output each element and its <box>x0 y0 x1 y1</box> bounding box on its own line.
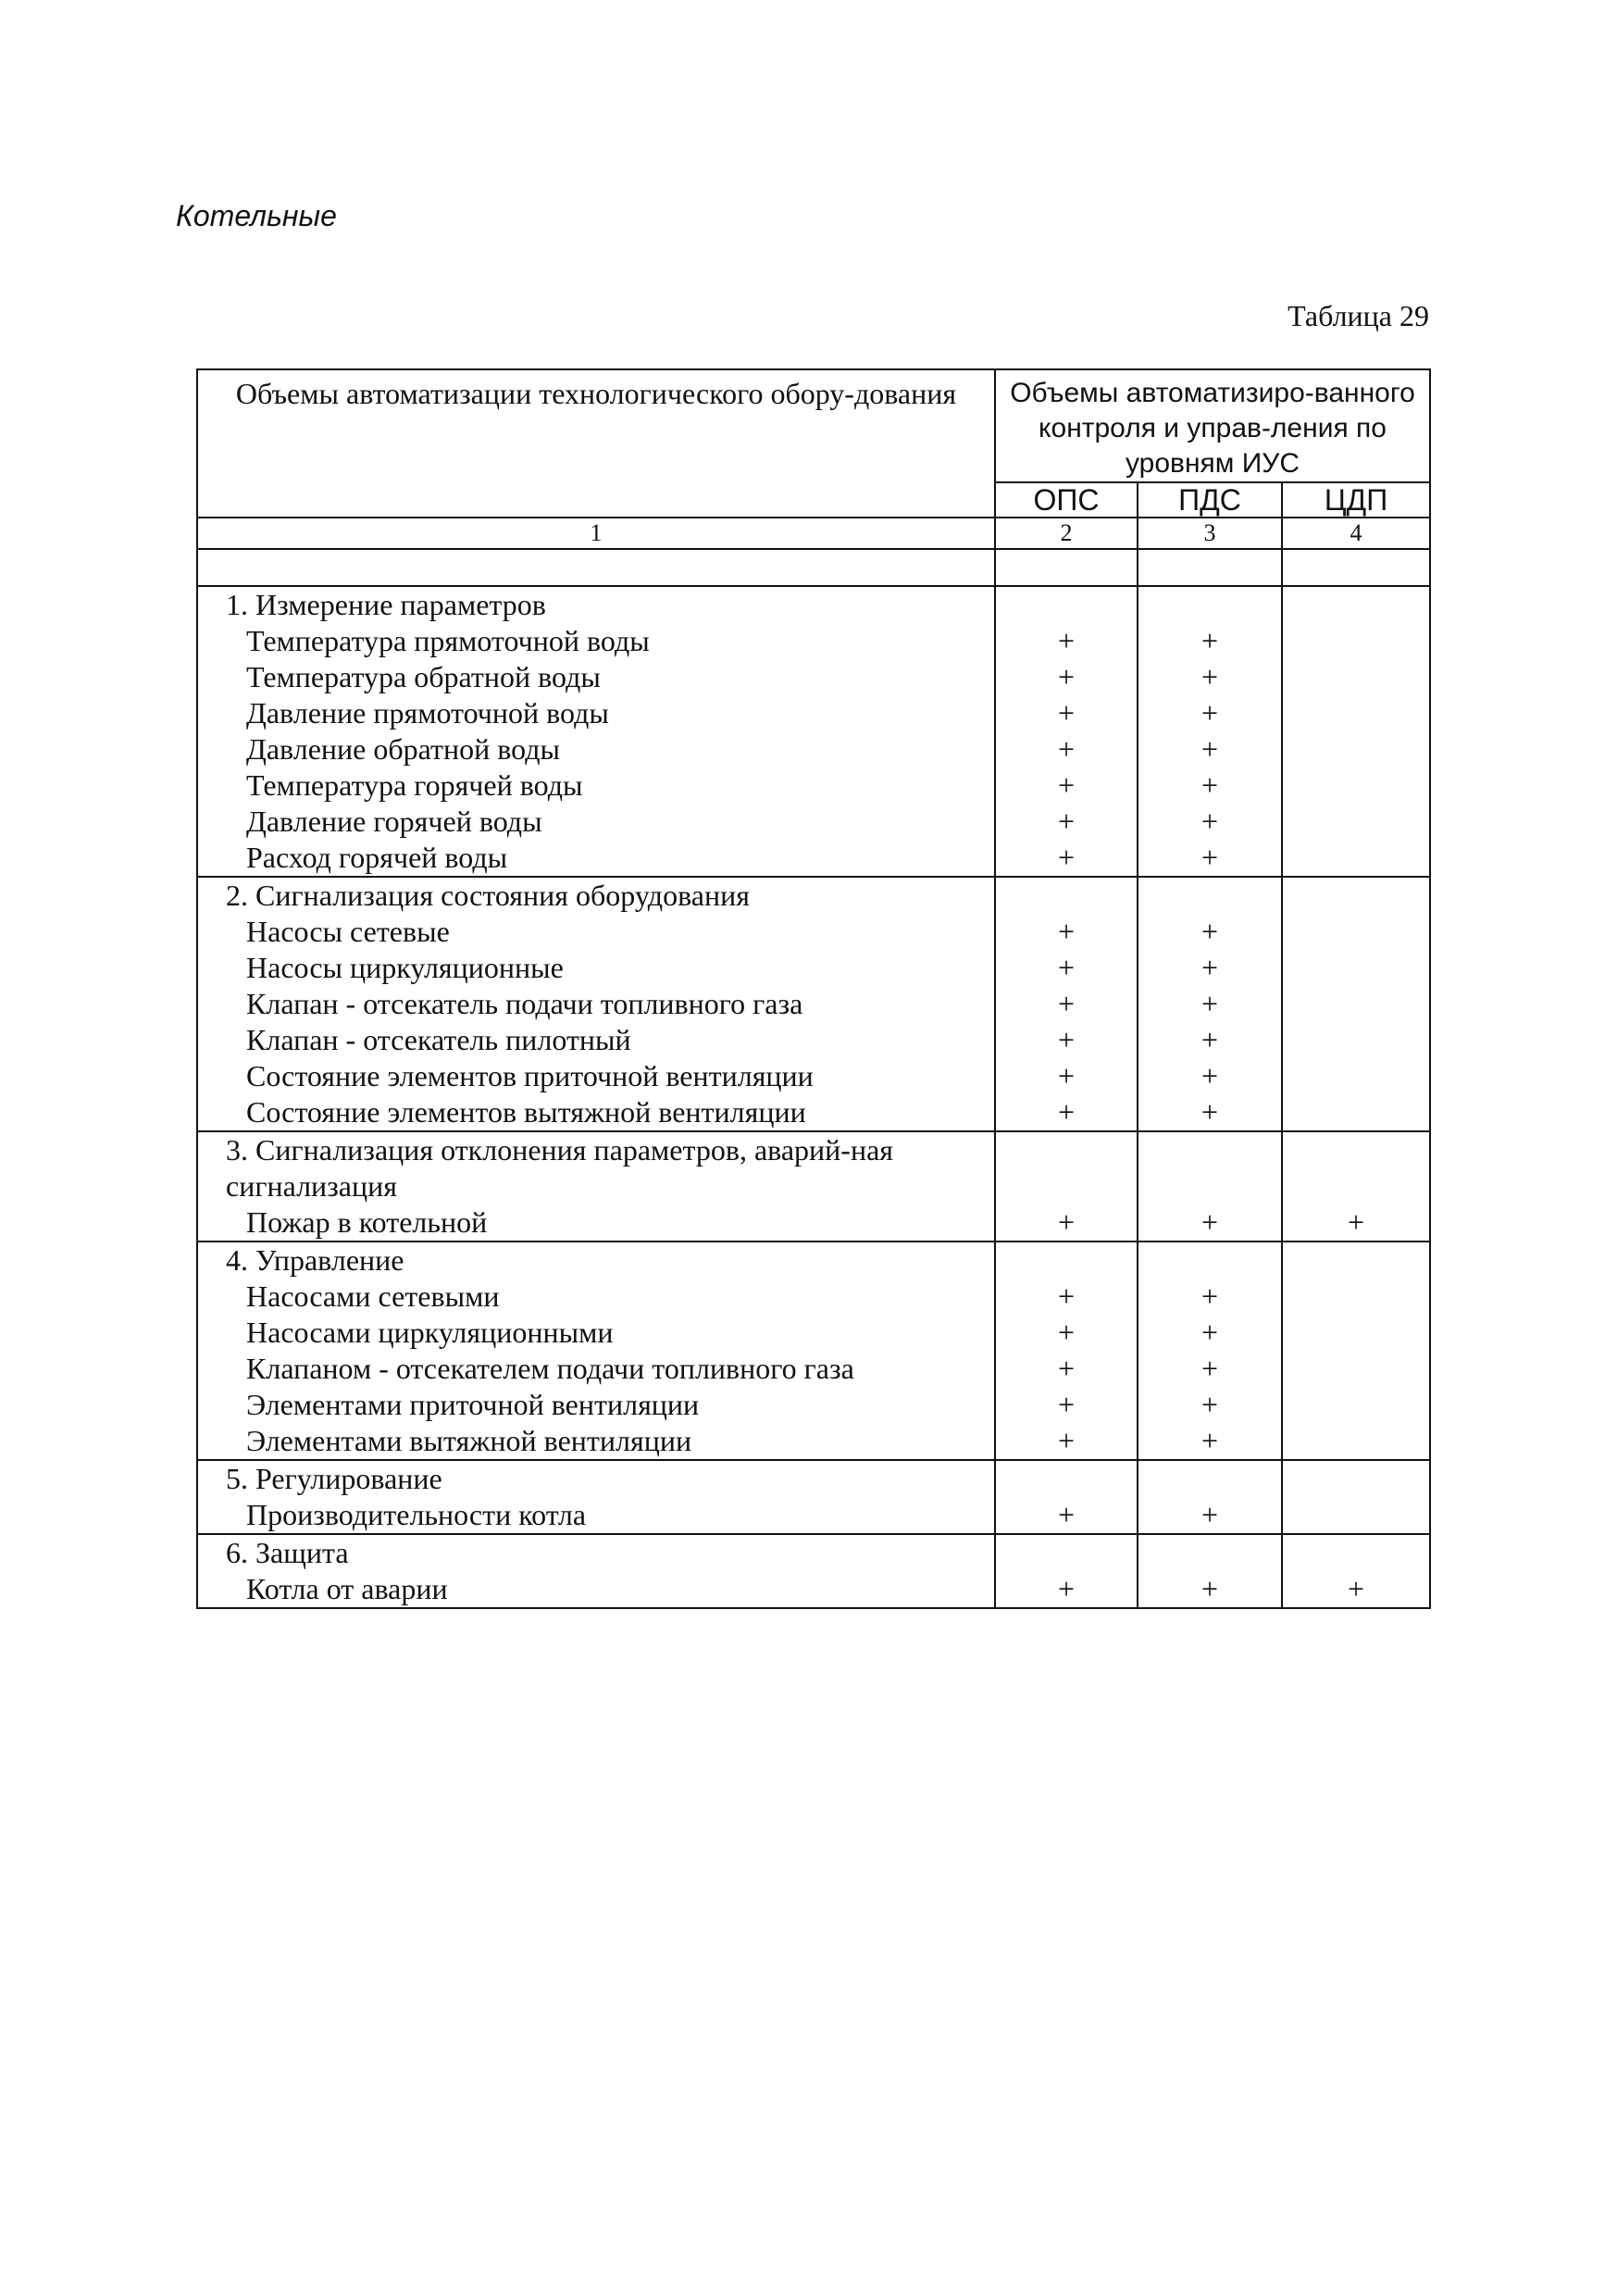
mark-ops: + <box>1057 1424 1076 1457</box>
mark-ops: + <box>1057 1352 1076 1385</box>
item-label: Давление горячей воды <box>246 805 542 838</box>
level-cdp-cell <box>1282 877 1430 1131</box>
level-ops-cell <box>995 1460 1138 1534</box>
mark-pds: + <box>1200 841 1219 874</box>
item-label: Температура горячей воды <box>246 768 583 802</box>
item-label: Насосы циркуляционные <box>246 951 564 984</box>
group-cell <box>197 1534 995 1608</box>
mark-cdp <box>1283 767 1429 804</box>
group-cell <box>197 1460 995 1534</box>
table-row <box>197 1460 1430 1534</box>
level-pds-cell <box>1138 1242 1282 1460</box>
mark-cdp: + <box>1347 1572 1365 1605</box>
mark-ops: + <box>1057 1059 1076 1092</box>
mark-cdp <box>1283 1022 1429 1058</box>
mark-cdp <box>1283 986 1429 1022</box>
level-cdp-cell <box>1282 1242 1430 1460</box>
table-row <box>197 1242 1430 1460</box>
mark-pds: + <box>1200 951 1219 984</box>
level-pds-cell <box>1138 1534 1282 1608</box>
mark-ops: + <box>1057 1279 1076 1313</box>
level-pds-cell <box>1138 1131 1282 1242</box>
header-control-levels: Объемы автоматизиро-ванного контроля и управ-ления по уровням ИУС <box>995 369 1430 482</box>
group-cell <box>197 586 995 877</box>
mark-cdp <box>1283 950 1429 986</box>
table-row <box>197 1534 1430 1608</box>
mark-ops: + <box>1057 732 1076 766</box>
table-row <box>197 1131 1430 1242</box>
group-cell <box>197 1131 995 1242</box>
header-level-cdp: ЦДП <box>1282 482 1430 518</box>
mark-pds: + <box>1200 768 1219 802</box>
mark-ops: + <box>1057 1316 1076 1349</box>
mark-pds: + <box>1200 1279 1219 1313</box>
mark-ops: + <box>1057 696 1076 730</box>
level-cdp-cell <box>1282 1460 1430 1534</box>
mark-pds: + <box>1200 1316 1219 1349</box>
mark-cdp <box>1283 659 1429 695</box>
mark-pds: + <box>1200 732 1219 766</box>
item-label: Клапан - отсекатель пилотный <box>246 1023 631 1056</box>
group-cell <box>197 1242 995 1460</box>
item-label: Производительности котла <box>246 1498 587 1531</box>
mark-pds: + <box>1200 915 1219 948</box>
group-title: 2. Сигнализация состояния оборудования <box>226 879 750 912</box>
level-cdp-cell <box>1282 586 1430 877</box>
table-body <box>197 586 1430 1608</box>
column-number-2: 2 <box>995 518 1138 549</box>
mark-ops: + <box>1057 915 1076 948</box>
item-label: Котла от аварии <box>246 1572 448 1605</box>
mark-ops: + <box>1057 841 1076 874</box>
mark-pds: + <box>1200 805 1219 838</box>
group-title: 1. Измерение параметров <box>226 588 546 621</box>
mark-cdp <box>1283 1387 1429 1423</box>
mark-pds: + <box>1200 987 1219 1020</box>
mark-cdp <box>1283 1094 1429 1130</box>
section-title: Котельные <box>176 199 337 232</box>
mark-ops: + <box>1057 1498 1076 1531</box>
mark-pds: + <box>1200 660 1219 693</box>
mark-cdp <box>1283 1279 1429 1315</box>
mark-ops: + <box>1057 1388 1076 1421</box>
level-cdp-cell <box>1282 1131 1430 1242</box>
mark-cdp <box>1283 1497 1429 1533</box>
mark-cdp <box>1283 1423 1429 1459</box>
mark-pds: + <box>1200 1059 1219 1092</box>
table-row <box>197 877 1430 1131</box>
item-label: Насосами сетевыми <box>246 1279 500 1313</box>
item-label: Давление прямоточной воды <box>246 696 609 730</box>
mark-ops: + <box>1057 660 1076 693</box>
mark-ops: + <box>1057 951 1076 984</box>
item-label: Расход горячей воды <box>246 841 508 874</box>
item-label: Элементами вытяжной вентиляции <box>246 1424 692 1457</box>
mark-ops: + <box>1057 1095 1076 1129</box>
mark-ops: + <box>1057 624 1076 657</box>
mark-pds: + <box>1200 624 1219 657</box>
mark-cdp: + <box>1347 1205 1365 1239</box>
header-level-pds: ПДС <box>1138 482 1282 518</box>
item-label: Состояние элементов приточной вентиляции <box>246 1059 814 1092</box>
item-label: Элементами приточной вентиляции <box>246 1388 700 1421</box>
mark-cdp <box>1283 804 1429 840</box>
mark-ops: + <box>1057 1205 1076 1239</box>
group-title: 5. Регулирование <box>226 1462 442 1495</box>
mark-cdp <box>1283 840 1429 876</box>
mark-pds: + <box>1200 696 1219 730</box>
mark-pds: + <box>1200 1572 1219 1605</box>
column-number-3: 3 <box>1138 518 1282 549</box>
item-label: Температура обратной воды <box>246 660 601 693</box>
mark-ops: + <box>1057 1023 1076 1056</box>
item-label: Насосами циркуляционными <box>246 1316 614 1349</box>
item-label: Состояние элементов вытяжной вентиляции <box>246 1095 806 1129</box>
level-cdp-cell <box>1282 1534 1430 1608</box>
header-level-ops: ОПС <box>995 482 1138 518</box>
mark-cdp <box>1283 623 1429 659</box>
mark-ops: + <box>1057 987 1076 1020</box>
item-label: Клапаном - отсекателем подачи топливного газа <box>246 1352 854 1385</box>
table-row <box>197 586 1430 877</box>
header-equipment: Объемы автоматизации технологического обору-дования <box>197 369 995 518</box>
column-number-1: 1 <box>197 518 995 549</box>
mark-cdp <box>1283 1058 1429 1094</box>
level-pds-cell <box>1138 1460 1282 1534</box>
spacer-row <box>197 549 1430 586</box>
table-label: Таблица 29 <box>1287 299 1429 332</box>
group-title: 4. Управление <box>226 1243 404 1277</box>
mark-ops: + <box>1057 805 1076 838</box>
level-pds-cell <box>1138 586 1282 877</box>
mark-cdp <box>1283 914 1429 950</box>
level-ops-cell <box>995 877 1138 1131</box>
mark-pds: + <box>1200 1424 1219 1457</box>
item-label: Температура прямоточной воды <box>246 624 650 657</box>
group-title: 6. Защита <box>226 1536 349 1569</box>
mark-pds: + <box>1200 1095 1219 1129</box>
level-ops-cell <box>995 586 1138 877</box>
item-label: Клапан - отсекатель подачи топливного газа <box>246 987 803 1020</box>
group-title: 3. Сигнализация отклонения параметров, аварий-ная сигнализация <box>226 1133 893 1203</box>
mark-ops: + <box>1057 768 1076 802</box>
level-ops-cell <box>995 1242 1138 1460</box>
item-label: Давление обратной воды <box>246 732 560 766</box>
mark-cdp <box>1283 695 1429 731</box>
item-label: Пожар в котельной <box>246 1205 488 1239</box>
item-label: Насосы сетевые <box>246 915 450 948</box>
mark-cdp <box>1283 1351 1429 1387</box>
group-cell <box>197 877 995 1131</box>
mark-cdp <box>1283 731 1429 767</box>
level-ops-cell <box>995 1131 1138 1242</box>
level-pds-cell <box>1138 877 1282 1131</box>
mark-pds: + <box>1200 1023 1219 1056</box>
mark-pds: + <box>1200 1388 1219 1421</box>
column-number-4: 4 <box>1282 518 1430 549</box>
mark-pds: + <box>1200 1498 1219 1531</box>
automation-table <box>196 368 1431 1609</box>
mark-pds: + <box>1200 1205 1219 1239</box>
mark-cdp <box>1283 1315 1429 1351</box>
mark-pds: + <box>1200 1352 1219 1385</box>
mark-ops: + <box>1057 1572 1076 1605</box>
level-ops-cell <box>995 1534 1138 1608</box>
